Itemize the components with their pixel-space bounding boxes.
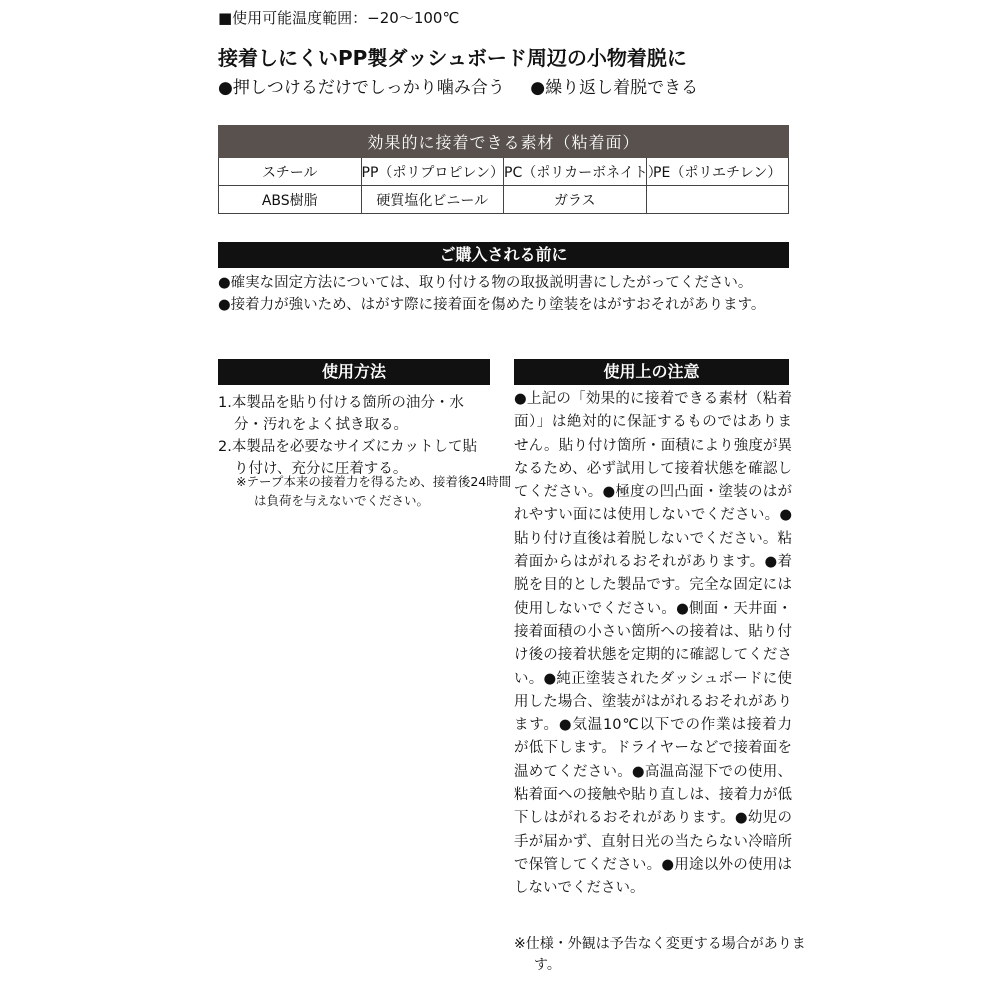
list-item: ●確実な固定方法については、取り付ける物の取扱説明書にしたがってください。 bbox=[218, 275, 753, 291]
table-cell bbox=[646, 186, 789, 214]
materials-table bbox=[218, 125, 789, 214]
list-item: 1.本製品を貼り付ける箇所の油分・水分・汚れをよく拭き取る。 bbox=[218, 395, 464, 433]
feature-item: ●繰り返し着脱できる bbox=[530, 78, 699, 98]
table-cell: ABS樹脂 bbox=[219, 186, 362, 214]
table-row bbox=[219, 158, 789, 186]
table-cell: スチール bbox=[219, 158, 362, 186]
before-purchase-list bbox=[218, 272, 793, 316]
list-item: 2.本製品を必要なサイズにカットして貼り付け、充分に圧着する。 bbox=[218, 439, 478, 477]
usage-header: 使用方法 bbox=[218, 359, 490, 385]
table-cell: PP（ポリプロピレン） bbox=[361, 158, 504, 186]
feature-item: ●押しつけるだけでしっかり噛み合う bbox=[218, 78, 505, 98]
table-cell: PC（ポリカーボネイト） bbox=[504, 158, 647, 186]
caution-header: 使用上の注意 bbox=[514, 359, 789, 385]
caution-text: ●上記の「効果的に接着できる素材（粘着面）」は絶対的に保証するものではありません。貼り付け箇所・面積により強度が異なるため、必ず試用して接着状態を確認してください。●極度の凹凸面・塗装のはがれやすい面には使用しないでください。●貼り付け直後は着脱しないでください。粘着面からはがれるおそれがあります。●着脱を目的とした製品です。完全な固定には使用しないでください。●側面・天井面・接着面積の小さい箇所への接着は、貼り付け後の接着状態を定期的に確認してください。●純正塗装されたダッシュボードに使用した場合、塗装がはがれるおそれがあります。●気温10℃以下での作業は接着力が低下します。ドライヤーなどで接着面を温めてください。●高温高湿下での使用、粘着面への接触や貼り直しは、接着力が低下しはがれるおそれがあります。●幼児の手が届かず、直射日光の当たらない冷暗所で保管してください。●用途以外の使用はしないでください。 bbox=[514, 391, 792, 897]
list-item: ●接着力が強いため、はがす際に接着面を傷めたり塗装をはがすおそれがあります。 bbox=[218, 297, 766, 313]
product-headline: 接着しにくいPP製ダッシュボード周辺の小物着脱に bbox=[218, 46, 687, 70]
before-purchase-header: ご購入される前に bbox=[218, 242, 789, 268]
table-cell: 硬質塩化ビニール bbox=[361, 186, 504, 214]
spec-change-note: ※仕様・外観は予告なく変更する場合があります。 bbox=[514, 936, 806, 973]
materials-table-title: 効果的に接着できる素材（粘着面） bbox=[219, 126, 789, 158]
table-cell: PE（ポリエチレン） bbox=[646, 158, 789, 186]
table-row bbox=[219, 186, 789, 214]
usage-steps bbox=[218, 392, 490, 480]
usage-note: ※テープ本来の接着力を得るため、接着後24時間は負荷を与えないでください。 bbox=[236, 474, 512, 508]
table-cell: ガラス bbox=[504, 186, 647, 214]
feature-list bbox=[218, 76, 698, 100]
temperature-range: ■使用可能温度範囲：−20〜100℃ bbox=[218, 9, 460, 27]
